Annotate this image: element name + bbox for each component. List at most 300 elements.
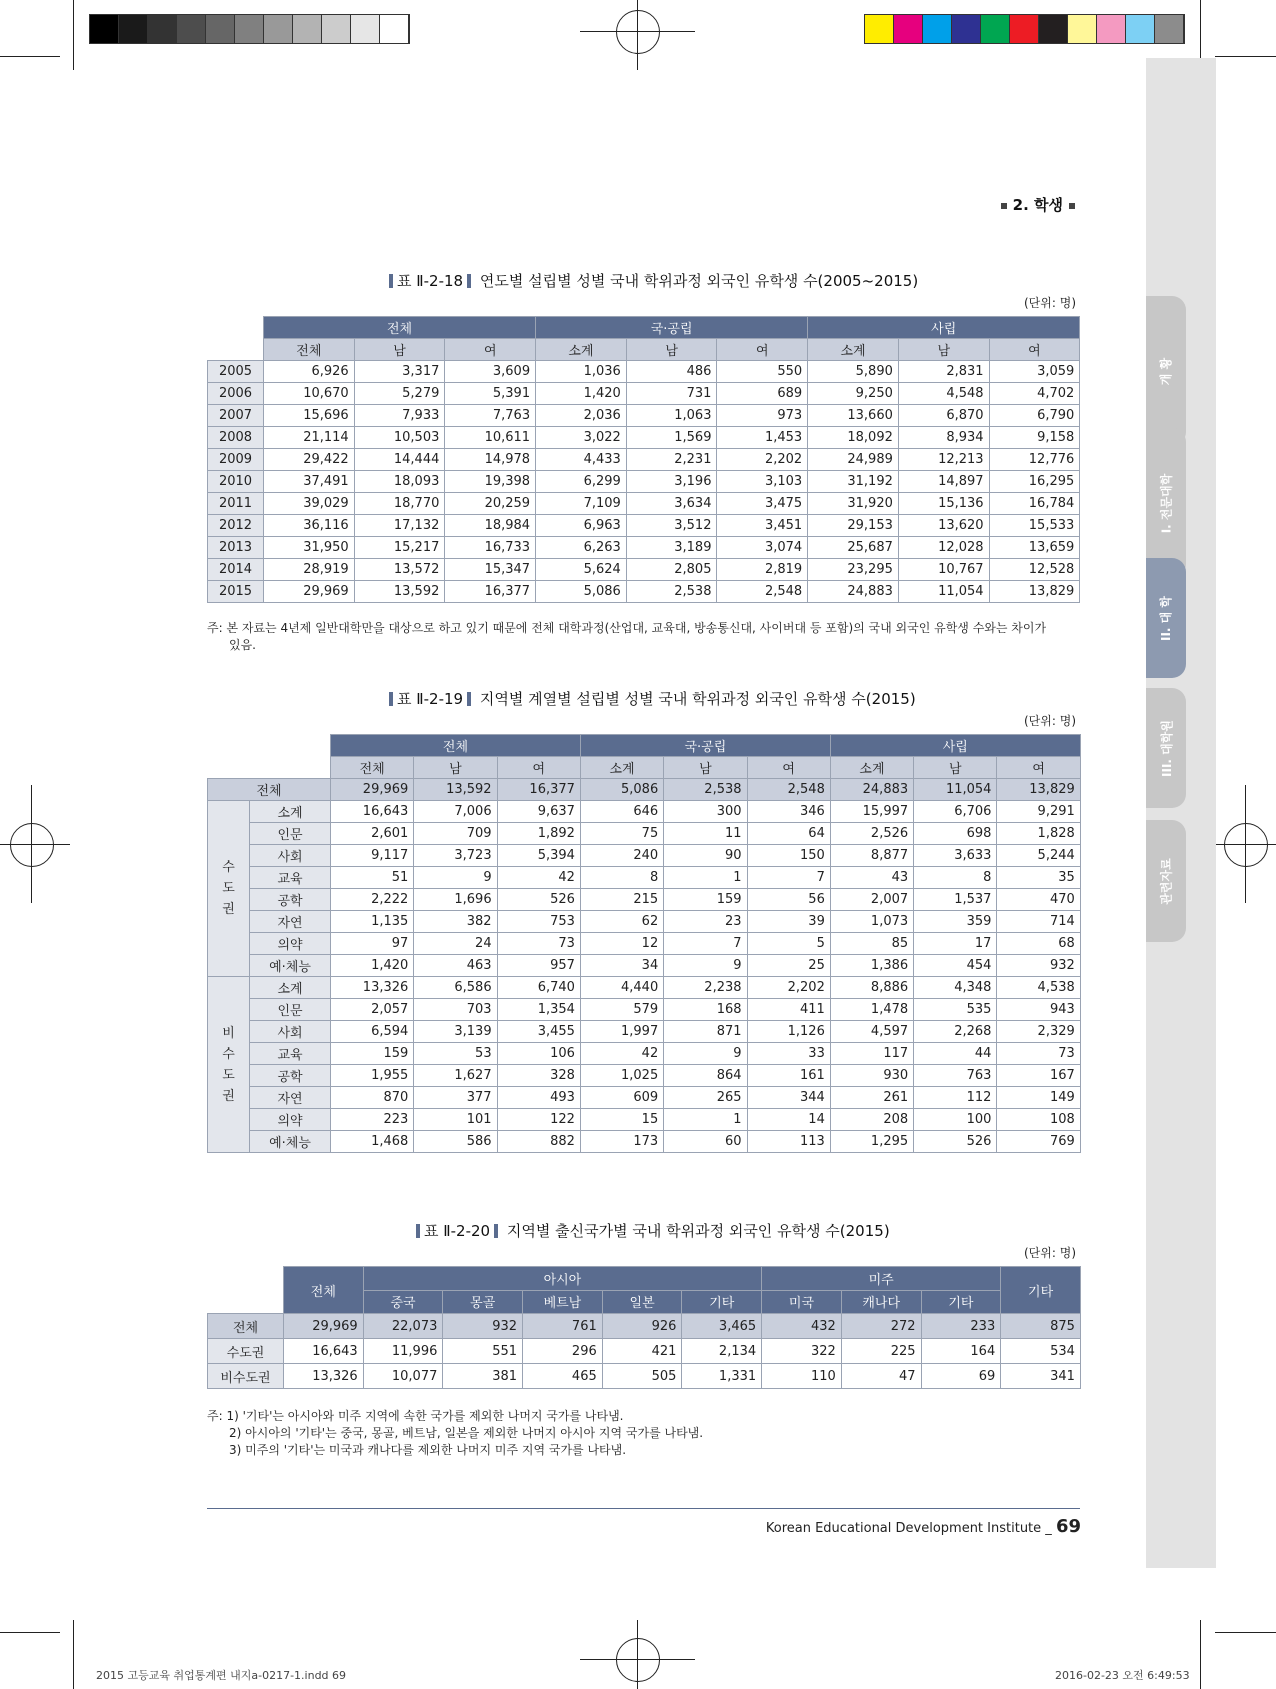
cell: 18,092 xyxy=(808,427,899,449)
cell: 7,763 xyxy=(445,405,536,427)
color-swatch xyxy=(894,15,923,43)
cell: 60 xyxy=(664,1131,747,1153)
table-row xyxy=(208,933,1081,955)
row-label: 사회 xyxy=(250,1021,331,1043)
cell: 43 xyxy=(830,867,913,889)
slug-file: 2015 고등교육 취업통계편 내지a-0217-1.indd 69 xyxy=(96,1669,347,1682)
table-row xyxy=(208,1043,1081,1065)
cell: 69 xyxy=(921,1364,1001,1389)
color-swatch xyxy=(923,15,952,43)
cell: 5,624 xyxy=(536,559,627,581)
cell: 2,819 xyxy=(717,559,808,581)
cell: 12,776 xyxy=(989,449,1080,471)
group-header: 전체 xyxy=(264,317,536,339)
cell: 15,533 xyxy=(989,515,1080,537)
cell: 1,537 xyxy=(914,889,997,911)
cell: 13,592 xyxy=(414,779,497,801)
cell: 168 xyxy=(664,999,747,1021)
cell: 2,526 xyxy=(830,823,913,845)
cell: 871 xyxy=(664,1021,747,1043)
cell: 18,093 xyxy=(354,471,445,493)
cell: 486 xyxy=(626,361,717,383)
cell: 1,420 xyxy=(536,383,627,405)
cell: 24,989 xyxy=(808,449,899,471)
cell: 24 xyxy=(414,933,497,955)
cell: 2,538 xyxy=(664,779,747,801)
cell: 2,805 xyxy=(626,559,717,581)
cell: 930 xyxy=(830,1065,913,1087)
table-row xyxy=(208,1109,1081,1131)
cell: 149 xyxy=(997,1087,1080,1109)
cell: 2,202 xyxy=(717,449,808,471)
cell: 4,548 xyxy=(898,383,989,405)
cell: 13,326 xyxy=(331,977,414,999)
sidebar-tab-related-data[interactable]: 관련자료 xyxy=(1146,820,1186,942)
color-swatch xyxy=(865,15,894,43)
table-row xyxy=(208,427,1080,449)
cell: 4,702 xyxy=(989,383,1080,405)
cell: 13,659 xyxy=(989,537,1080,559)
cell: 44 xyxy=(914,1043,997,1065)
cell: 16,733 xyxy=(445,537,536,559)
cell: 761 xyxy=(523,1314,603,1339)
sub-header: 남 xyxy=(898,339,989,361)
cell: 6,586 xyxy=(414,977,497,999)
cell: 16,377 xyxy=(497,779,580,801)
cell: 1,135 xyxy=(331,911,414,933)
row-label: 2010 xyxy=(208,471,264,493)
cell: 689 xyxy=(717,383,808,405)
cell: 47 xyxy=(841,1364,921,1389)
gray-swatch xyxy=(206,15,235,43)
sub-header: 남 xyxy=(414,757,497,779)
header-asia: 아시아 xyxy=(363,1267,761,1291)
region-char: 수 xyxy=(222,1046,235,1062)
row-label: 의약 xyxy=(250,933,331,955)
cell: 3,475 xyxy=(717,493,808,515)
registration-mark xyxy=(1206,844,1276,845)
cell: 23,295 xyxy=(808,559,899,581)
cell: 526 xyxy=(914,1131,997,1153)
cell: 159 xyxy=(331,1043,414,1065)
cell: 1,331 xyxy=(682,1364,762,1389)
row-label: 예·체능 xyxy=(250,955,331,977)
cell: 29,422 xyxy=(264,449,355,471)
cell: 3,455 xyxy=(497,1021,580,1043)
cell: 8,934 xyxy=(898,427,989,449)
table-row-total xyxy=(208,779,1081,801)
cell: 15,136 xyxy=(898,493,989,515)
sub-header: 중국 xyxy=(363,1290,443,1314)
cell: 25 xyxy=(747,955,830,977)
row-label: 사회 xyxy=(250,845,331,867)
cell: 10,767 xyxy=(898,559,989,581)
cell: 17,132 xyxy=(354,515,445,537)
cell: 42 xyxy=(497,867,580,889)
cell: 1,126 xyxy=(747,1021,830,1043)
registration-mark xyxy=(637,1620,638,1689)
cell: 465 xyxy=(523,1364,603,1389)
cell: 8 xyxy=(580,867,663,889)
table-row xyxy=(208,1339,1081,1364)
cell: 56 xyxy=(747,889,830,911)
row-label: 교육 xyxy=(250,867,331,889)
cell: 505 xyxy=(602,1364,682,1389)
cell: 3,633 xyxy=(914,845,997,867)
cell: 10,503 xyxy=(354,427,445,449)
cell: 1,828 xyxy=(997,823,1080,845)
cell: 75 xyxy=(580,823,663,845)
table-row xyxy=(208,1131,1081,1153)
cell: 4,433 xyxy=(536,449,627,471)
gray-swatch xyxy=(90,15,119,43)
registration-mark xyxy=(616,1638,660,1682)
cell: 6,740 xyxy=(497,977,580,999)
cell: 3,512 xyxy=(626,515,717,537)
cell: 9 xyxy=(414,867,497,889)
sub-header: 몽골 xyxy=(443,1290,523,1314)
table-19 xyxy=(207,734,1081,1153)
table-row xyxy=(208,889,1081,911)
table-row xyxy=(208,823,1081,845)
cell: 1,478 xyxy=(830,999,913,1021)
cell: 470 xyxy=(997,889,1080,911)
gray-swatch-strip xyxy=(89,14,410,44)
gray-swatch xyxy=(177,15,206,43)
cell: 13,829 xyxy=(997,779,1080,801)
cell: 2,007 xyxy=(830,889,913,911)
sub-header: 여 xyxy=(747,757,830,779)
gray-swatch xyxy=(380,15,409,43)
cell: 1,696 xyxy=(414,889,497,911)
table-row xyxy=(208,1314,1081,1339)
cell: 100 xyxy=(914,1109,997,1131)
cell: 90 xyxy=(664,845,747,867)
gray-swatch xyxy=(293,15,322,43)
cell: 31,950 xyxy=(264,537,355,559)
cell: 16,377 xyxy=(445,581,536,603)
cell: 29,969 xyxy=(264,581,355,603)
cell: 20,259 xyxy=(445,493,536,515)
group-header: 국·공립 xyxy=(536,317,808,339)
cell: 6,299 xyxy=(536,471,627,493)
cell: 223 xyxy=(331,1109,414,1131)
row-label: 인문 xyxy=(250,999,331,1021)
cell: 535 xyxy=(914,999,997,1021)
cell: 864 xyxy=(664,1065,747,1087)
cell: 1,025 xyxy=(580,1065,663,1087)
cell: 15,997 xyxy=(830,801,913,823)
cell: 73 xyxy=(997,1043,1080,1065)
color-swatch xyxy=(1097,15,1126,43)
cell: 731 xyxy=(626,383,717,405)
row-label: 자연 xyxy=(250,911,331,933)
crop-mark xyxy=(73,0,74,70)
cell: 1,354 xyxy=(497,999,580,1021)
region-char: 비 xyxy=(222,1025,235,1041)
sub-header: 베트남 xyxy=(523,1290,603,1314)
row-label: 2007 xyxy=(208,405,264,427)
cell: 11,054 xyxy=(914,779,997,801)
cell: 24,883 xyxy=(808,581,899,603)
unit-label: (단위: 명) xyxy=(1024,714,1076,728)
gray-swatch xyxy=(235,15,264,43)
cell: 5,086 xyxy=(580,779,663,801)
cell: 39,029 xyxy=(264,493,355,515)
row-label: 인문 xyxy=(250,823,331,845)
cell: 17 xyxy=(914,933,997,955)
cell: 9,637 xyxy=(497,801,580,823)
cell: 9,117 xyxy=(331,845,414,867)
cell: 1,036 xyxy=(536,361,627,383)
cell: 377 xyxy=(414,1087,497,1109)
cell: 3,074 xyxy=(717,537,808,559)
cell: 36,116 xyxy=(264,515,355,537)
cell: 1,073 xyxy=(830,911,913,933)
cell: 1,386 xyxy=(830,955,913,977)
table-row xyxy=(208,537,1080,559)
region-label xyxy=(208,977,250,1153)
color-swatch xyxy=(952,15,981,43)
cell: 113 xyxy=(747,1131,830,1153)
cell: 1,627 xyxy=(414,1065,497,1087)
cell: 1,569 xyxy=(626,427,717,449)
registration-mark xyxy=(616,10,660,54)
region-char: 도 xyxy=(222,881,235,896)
sidebar-tab-junior-college[interactable]: I. 전문대학 xyxy=(1146,428,1186,578)
sub-header: 미국 xyxy=(762,1290,842,1314)
page-number: 69 xyxy=(1055,1516,1081,1537)
sub-header: 기타 xyxy=(921,1290,1001,1314)
cell: 3,196 xyxy=(626,471,717,493)
table-20-caption: 표 Ⅱ-2-20 지역별 출신국가별 국내 학위과정 외국인 유학생 수(2015) xyxy=(412,1220,890,1241)
cell: 10,670 xyxy=(264,383,355,405)
cell: 7,933 xyxy=(354,405,445,427)
cell: 3,609 xyxy=(445,361,536,383)
cell: 14,897 xyxy=(898,471,989,493)
cell: 117 xyxy=(830,1043,913,1065)
cell: 19,398 xyxy=(445,471,536,493)
cell: 16,643 xyxy=(284,1339,364,1364)
cell: 3,465 xyxy=(682,1314,762,1339)
cell: 1,453 xyxy=(717,427,808,449)
unit-label: (단위: 명) xyxy=(1024,296,1076,310)
region-char: 권 xyxy=(222,1088,235,1104)
table-row xyxy=(208,581,1080,603)
cell: 296 xyxy=(523,1339,603,1364)
cell: 5,279 xyxy=(354,383,445,405)
cell: 382 xyxy=(414,911,497,933)
row-label: 2011 xyxy=(208,493,264,515)
cell: 85 xyxy=(830,933,913,955)
cell: 4,348 xyxy=(914,977,997,999)
cell: 15 xyxy=(580,1109,663,1131)
cell: 31,192 xyxy=(808,471,899,493)
cell: 15,217 xyxy=(354,537,445,559)
row-label: 의약 xyxy=(250,1109,331,1131)
table-20-note: 주: 1) '기타'는 아시아와 미주 지역에 속한 국가를 제외한 나머지 국가를 나타냄. 2) 아시아의 '기타'는 중국, 몽골, 베트남, 일본을 제외한 나머지 아시아 지역 국가를 나타냄. 3) 미주의 '기타'는 미국과 캐나다를 제외한 나머지 미주 지역 국가를 나타냄. xyxy=(207,1409,704,1457)
cell: 110 xyxy=(762,1364,842,1389)
row-label: 2009 xyxy=(208,449,264,471)
footer-rule xyxy=(207,1508,1080,1509)
cell: 6,870 xyxy=(898,405,989,427)
table-row xyxy=(208,559,1080,581)
cell: 421 xyxy=(602,1339,682,1364)
table-18 xyxy=(207,316,1080,603)
sidebar-tab-graduate-school[interactable]: III. 대학원 xyxy=(1146,688,1186,808)
cell: 3,723 xyxy=(414,845,497,867)
cell: 1,955 xyxy=(331,1065,414,1087)
cell: 13,829 xyxy=(989,581,1080,603)
group-header: 사립 xyxy=(830,735,1080,757)
cell: 150 xyxy=(747,845,830,867)
sub-header: 여 xyxy=(997,757,1080,779)
cell: 12,213 xyxy=(898,449,989,471)
cell: 29,969 xyxy=(284,1314,364,1339)
row-label: 전체 xyxy=(208,779,331,801)
cell: 6,926 xyxy=(264,361,355,383)
cell: 9 xyxy=(664,1043,747,1065)
color-swatch xyxy=(1126,15,1155,43)
row-label: 2005 xyxy=(208,361,264,383)
table-18-note: 주: 본 자료는 4년제 일반대학만을 대상으로 하고 있기 때문에 전체 대학과정(산업대, 교육대, 방송통신대, 사이버대 등 포함)의 국내 외국인 유학생 수와는 차이가 있음. xyxy=(207,621,1047,652)
region-label xyxy=(208,801,250,977)
color-swatch-strip xyxy=(864,14,1185,44)
cell: 870 xyxy=(331,1087,414,1109)
group-header: 전체 xyxy=(331,735,581,757)
sidebar-tab-university[interactable]: II. 대 학 xyxy=(1146,558,1186,678)
sub-header: 여 xyxy=(717,339,808,361)
cell: 3,189 xyxy=(626,537,717,559)
cell: 2,238 xyxy=(664,977,747,999)
cell: 261 xyxy=(830,1087,913,1109)
cell: 13,592 xyxy=(354,581,445,603)
registration-mark xyxy=(637,0,638,70)
crop-mark xyxy=(1215,56,1276,57)
cell: 14,978 xyxy=(445,449,536,471)
cell: 698 xyxy=(914,823,997,845)
table-row xyxy=(208,911,1081,933)
cell: 11,996 xyxy=(363,1339,443,1364)
cell: 943 xyxy=(997,999,1080,1021)
color-swatch xyxy=(981,15,1010,43)
table-row xyxy=(208,515,1080,537)
cell: 225 xyxy=(841,1339,921,1364)
sub-header: 캐나다 xyxy=(841,1290,921,1314)
sub-header: 일본 xyxy=(602,1290,682,1314)
table-18-caption: 표 Ⅱ-2-18 연도별 설립별 성별 국내 학위과정 외국인 유학생 수(2005~2015) xyxy=(385,270,918,291)
cell: 6,263 xyxy=(536,537,627,559)
cell: 4,440 xyxy=(580,977,663,999)
cell: 159 xyxy=(664,889,747,911)
cell: 463 xyxy=(414,955,497,977)
cell: 344 xyxy=(747,1087,830,1109)
cell: 33 xyxy=(747,1043,830,1065)
region-char: 권 xyxy=(222,902,235,917)
crop-mark xyxy=(73,1620,74,1689)
sub-header: 전체 xyxy=(331,757,414,779)
cell: 586 xyxy=(414,1131,497,1153)
cell: 381 xyxy=(443,1364,523,1389)
cell: 957 xyxy=(497,955,580,977)
cell: 173 xyxy=(580,1131,663,1153)
cell: 534 xyxy=(1001,1339,1081,1364)
cell: 7,006 xyxy=(414,801,497,823)
cell: 2,268 xyxy=(914,1021,997,1043)
cell: 5,394 xyxy=(497,845,580,867)
cell: 215 xyxy=(580,889,663,911)
cell: 2,036 xyxy=(536,405,627,427)
slug-date: 2016-02-23 오전 6:49:53 xyxy=(1055,1669,1190,1682)
cell: 1,468 xyxy=(331,1131,414,1153)
sub-header: 남 xyxy=(914,757,997,779)
sidebar-tab-overview[interactable]: 개 황 xyxy=(1146,296,1186,446)
crop-mark xyxy=(1200,1620,1201,1689)
cell: 6,790 xyxy=(989,405,1080,427)
cell: 42 xyxy=(580,1043,663,1065)
cell: 6,963 xyxy=(536,515,627,537)
cell: 932 xyxy=(443,1314,523,1339)
cell: 346 xyxy=(747,801,830,823)
cell: 21,114 xyxy=(264,427,355,449)
cell: 5,244 xyxy=(997,845,1080,867)
cell: 763 xyxy=(914,1065,997,1087)
row-label: 자연 xyxy=(250,1087,331,1109)
cell: 18,984 xyxy=(445,515,536,537)
unit-label: (단위: 명) xyxy=(1024,1246,1076,1260)
cell: 2,222 xyxy=(331,889,414,911)
registration-mark xyxy=(580,1659,695,1660)
cell: 579 xyxy=(580,999,663,1021)
table-row xyxy=(208,1021,1081,1043)
cell: 64 xyxy=(747,823,830,845)
row-label: 수도권 xyxy=(208,1339,284,1364)
cell: 2,548 xyxy=(717,581,808,603)
cell: 10,077 xyxy=(363,1364,443,1389)
group-header: 사립 xyxy=(808,317,1080,339)
table-row xyxy=(208,471,1080,493)
gray-swatch xyxy=(148,15,177,43)
cell: 753 xyxy=(497,911,580,933)
sub-header: 소계 xyxy=(830,757,913,779)
sub-header: 여 xyxy=(497,757,580,779)
cell: 112 xyxy=(914,1087,997,1109)
cell: 1 xyxy=(664,1109,747,1131)
cell: 973 xyxy=(717,405,808,427)
cell: 328 xyxy=(497,1065,580,1087)
cell: 646 xyxy=(580,801,663,823)
cell: 106 xyxy=(497,1043,580,1065)
table-row xyxy=(208,493,1080,515)
cell: 550 xyxy=(717,361,808,383)
registration-mark xyxy=(1224,823,1268,867)
cell: 3,451 xyxy=(717,515,808,537)
cell: 1 xyxy=(664,867,747,889)
cell: 7,109 xyxy=(536,493,627,515)
cell: 526 xyxy=(497,889,580,911)
region-char: 수 xyxy=(222,860,235,875)
cell: 1,892 xyxy=(497,823,580,845)
sub-header: 남 xyxy=(664,757,747,779)
row-label: 2014 xyxy=(208,559,264,581)
cell: 108 xyxy=(997,1109,1080,1131)
crop-mark xyxy=(1215,1632,1276,1633)
cell: 5,890 xyxy=(808,361,899,383)
cell: 8 xyxy=(914,867,997,889)
cell: 101 xyxy=(414,1109,497,1131)
cell: 3,022 xyxy=(536,427,627,449)
registration-mark xyxy=(580,31,695,32)
